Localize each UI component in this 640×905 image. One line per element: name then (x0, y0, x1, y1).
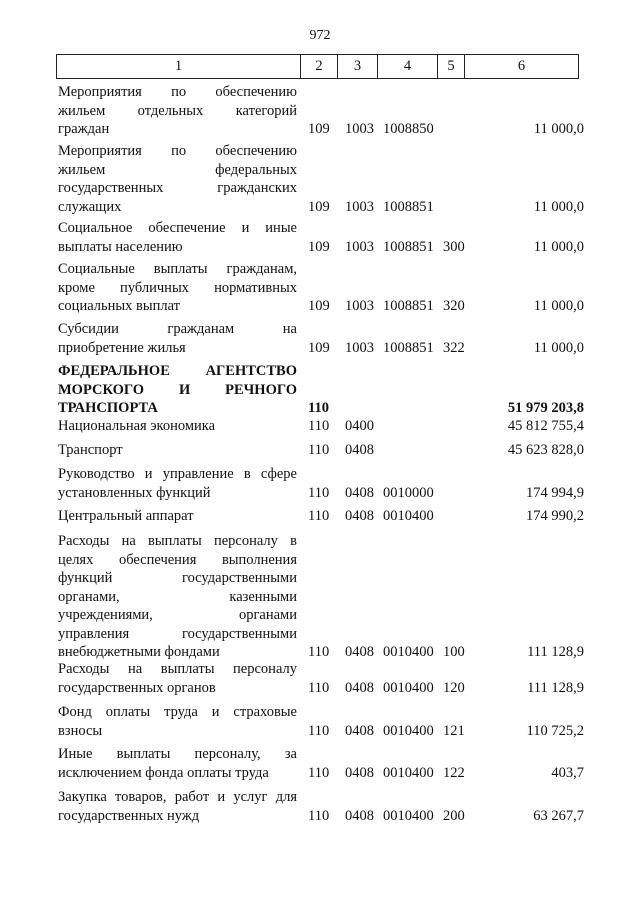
row-label-line: кроме публичных нормативных (58, 279, 297, 296)
row-amount: 11 000,0 (533, 198, 584, 215)
row-label-line: Закупка товаров, работ и услуг для (58, 789, 297, 805)
row-label (58, 260, 297, 316)
row-code-2: 110 (308, 508, 330, 524)
row-label (58, 83, 297, 139)
row-amount: 11 000,0 (533, 121, 584, 137)
row-code-2: 110 (308, 418, 330, 434)
row-code-4: 0010400 (383, 807, 434, 824)
row-label-line: государственных органов (58, 679, 216, 696)
row-code-3: 1003 (345, 121, 374, 137)
row-code-3: 0408 (345, 764, 374, 781)
row-label-line: целях обеспечения выполнения (58, 551, 297, 568)
row-label-line: ФЕДЕРАЛЬНОЕ АГЕНТСТВО (58, 363, 297, 379)
row-code-4: 0010400 (383, 722, 434, 739)
row-label-line: Социальные выплаты гражданам, (58, 261, 297, 277)
row-label (58, 703, 297, 740)
page-number: 972 (309, 28, 331, 43)
row-label-line: государственных гражданских (58, 180, 297, 196)
row-label (58, 142, 297, 216)
row-label-line: Руководство и управление в сфере (58, 466, 297, 482)
row-code-3: 0400 (345, 418, 374, 434)
row-label (58, 441, 297, 460)
row-code-2: 109 (308, 238, 330, 255)
row-code-5: 121 (443, 722, 465, 739)
row-code-3: 0408 (345, 679, 374, 696)
row-label-line: установленных функций (58, 484, 211, 501)
row-code-3: 1003 (345, 198, 374, 215)
column-header-5: 5 (438, 55, 465, 79)
row-amount: 11 000,0 (533, 339, 584, 356)
row-code-2: 110 (308, 679, 330, 696)
row-label-line: учреждениями, органами (58, 607, 297, 623)
row-label (58, 745, 297, 782)
row-amount: 111 128,9 (527, 679, 584, 696)
row-amount: 174 994,9 (526, 484, 584, 501)
row-amount: 174 990,2 (526, 508, 584, 524)
row-label-line: государственных нужд (58, 807, 200, 824)
column-header-2: 2 (301, 55, 338, 79)
row-code-3: 0408 (345, 484, 374, 501)
row-label-line: Фонд оплаты труда и страховые (58, 704, 297, 720)
column-header-3: 3 (338, 55, 378, 79)
row-label (58, 362, 297, 418)
row-label-line: Расходы на выплаты персоналу (58, 661, 297, 677)
row-label-line: Субсидии гражданам на (58, 321, 297, 337)
row-code-3: 0408 (345, 807, 374, 824)
row-label-line: взносы (58, 722, 103, 739)
row-code-3: 0408 (345, 722, 374, 739)
row-amount: 45 623 828,0 (507, 442, 584, 458)
row-code-4: 0010000 (383, 484, 434, 501)
row-code-5: 200 (443, 807, 465, 824)
row-code-2: 109 (308, 339, 330, 356)
row-code-2: 109 (308, 198, 330, 215)
row-label-line: социальных выплат (58, 298, 180, 314)
row-code-5: 120 (443, 679, 465, 696)
row-code-2: 110 (308, 400, 329, 416)
row-code-2: 109 (308, 298, 330, 314)
row-label-line: Центральный аппарат (58, 508, 194, 524)
row-code-2: 110 (308, 484, 330, 501)
row-code-4: 1008851 (383, 298, 434, 314)
row-code-3: 0408 (345, 644, 374, 660)
column-header-1: 1 (57, 55, 301, 79)
row-code-4: 0010400 (383, 679, 434, 696)
row-amount: 110 725,2 (526, 722, 584, 739)
row-label-line: приобретение жилья (58, 339, 186, 356)
row-label-line: Национальная экономика (58, 418, 216, 434)
row-code-4: 1008850 (383, 121, 434, 137)
row-label-line: выплаты населению (58, 238, 183, 255)
row-label (58, 417, 297, 436)
row-code-4: 1008851 (383, 198, 434, 215)
row-code-4: 1008851 (383, 339, 434, 356)
row-label-line: жильем отдельных категорий (58, 102, 297, 119)
row-label (58, 507, 297, 526)
row-code-4: 0010400 (383, 764, 434, 781)
row-label (58, 532, 297, 662)
row-code-2: 110 (308, 722, 330, 739)
row-amount: 63 267,7 (533, 807, 584, 824)
row-label-line: Транспорт (58, 442, 123, 458)
row-amount: 11 000,0 (533, 298, 584, 314)
row-code-3: 1003 (345, 339, 374, 356)
row-label-line: МОРСКОГО И РЕЧНОГО (58, 381, 297, 398)
row-amount: 11 000,0 (533, 238, 584, 255)
row-label-line: исключением фонда оплаты труда (58, 764, 269, 781)
row-amount: 403,7 (551, 764, 584, 781)
row-code-3: 1003 (345, 238, 374, 255)
row-amount: 45 812 755,4 (507, 418, 584, 434)
row-label-line: Расходы на выплаты персоналу в (58, 533, 297, 549)
row-code-5: 122 (443, 764, 465, 781)
row-label-line: Мероприятия по обеспечению (58, 143, 297, 159)
row-code-2: 110 (308, 764, 330, 781)
row-label-line: Мероприятия по обеспечению (58, 84, 297, 100)
row-label (58, 660, 297, 697)
row-code-5: 100 (443, 644, 465, 660)
row-label (58, 219, 297, 256)
row-label-line: граждан (58, 121, 110, 137)
row-label-line: Иные выплаты персоналу, за (58, 746, 297, 762)
row-label (58, 465, 297, 502)
column-header-6: 6 (465, 55, 579, 79)
row-label-line: функций государственными (58, 570, 297, 586)
row-code-2: 109 (308, 121, 330, 137)
row-code-2: 110 (308, 442, 330, 458)
row-amount: 111 128,9 (527, 644, 584, 660)
row-code-2: 110 (308, 807, 330, 824)
row-label (58, 788, 297, 825)
row-label-line: жильем федеральных (58, 161, 297, 178)
row-code-5: 322 (443, 339, 465, 356)
row-label-line: ТРАНСПОРТА (58, 400, 158, 416)
row-label-line: органами, казенными (58, 588, 297, 605)
row-code-4: 0010400 (383, 644, 434, 660)
row-code-5: 320 (443, 298, 465, 314)
row-label-line: управления государственными (58, 625, 297, 642)
row-code-3: 0408 (345, 508, 374, 524)
row-code-3: 1003 (345, 298, 374, 314)
row-amount: 51 979 203,8 (507, 400, 584, 416)
row-code-5: 300 (443, 238, 465, 255)
row-label-line: служащих (58, 198, 122, 215)
row-code-2: 110 (308, 644, 330, 660)
row-code-3: 0408 (345, 442, 374, 458)
row-code-4: 1008851 (383, 238, 434, 255)
column-header-4: 4 (378, 55, 438, 79)
row-code-4: 0010400 (383, 508, 434, 524)
row-label-line: Социальное обеспечение и иные (58, 220, 297, 236)
row-label (58, 320, 297, 357)
row-label-line: внебюджетными фондами (58, 644, 220, 660)
